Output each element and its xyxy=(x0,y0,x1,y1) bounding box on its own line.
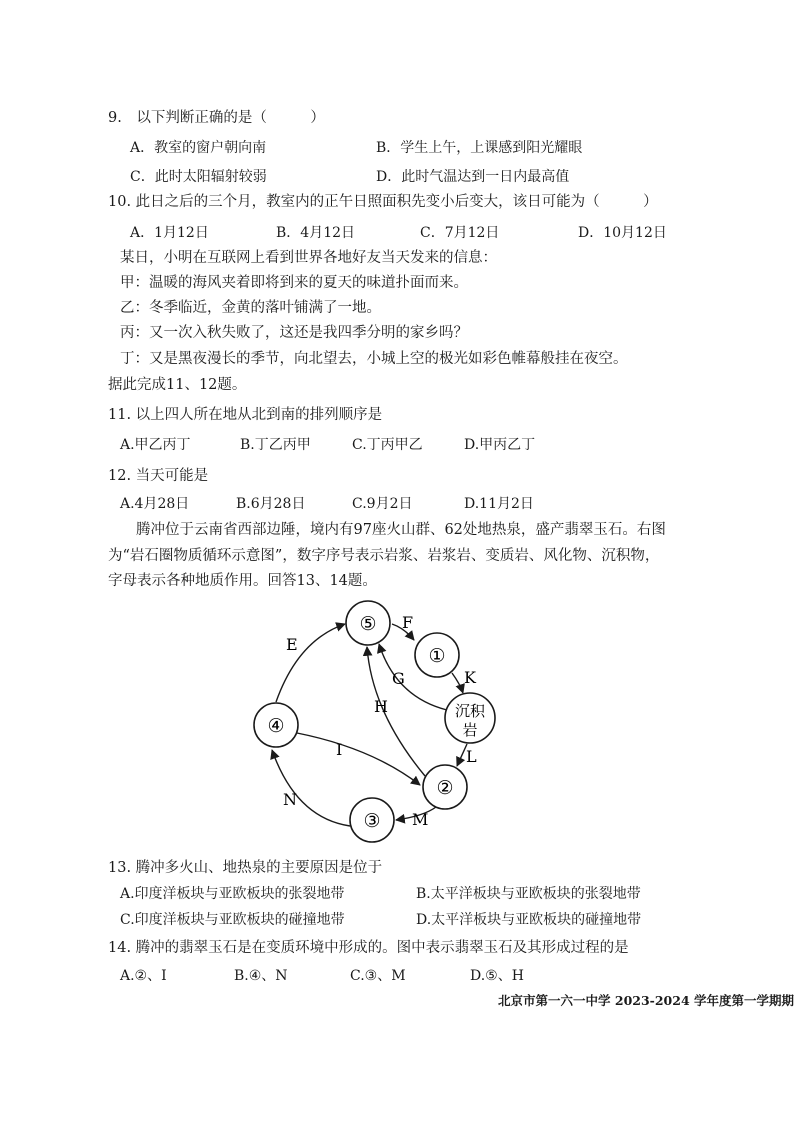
q13-option-d: D.太平洋板块与亚欧板块的碰撞地带 xyxy=(416,912,642,928)
q9-option-b: B．学生上午，上课感到阳光耀眼 xyxy=(376,140,583,156)
q11-option-a: A.甲乙丙丁 xyxy=(120,437,191,453)
passage2-line3: 字母表示各种地质作用。回答13、14题。 xyxy=(108,573,377,589)
q10-option-a: A．1月12日 xyxy=(130,225,209,241)
arrow-N xyxy=(272,750,350,826)
q10-option-d: D．10月12日 xyxy=(578,225,667,241)
q14-stem: 14. 腾冲的翡翠玉石是在变质环境中形成的。图中表示翡翠玉石及其形成过程的是 xyxy=(108,940,629,956)
q11-option-c: C.丁丙甲乙 xyxy=(352,437,423,453)
q13-stem: 13. 腾冲多火山、地热泉的主要原因是位于 xyxy=(108,860,383,876)
label-I: I xyxy=(336,740,343,759)
q13-option-c: C.印度洋板块与亚欧板块的碰撞地带 xyxy=(120,912,345,928)
q11-option-b: B.丁乙丙甲 xyxy=(240,437,311,453)
q10-option-b: B．4月12日 xyxy=(276,225,356,241)
q14-option-b: B.④、N xyxy=(234,968,288,984)
q9-stem: 9. 以下判断正确的是（ ） xyxy=(108,110,325,126)
q14-option-a: A.②、I xyxy=(120,968,167,984)
q9-option-d: D．此时气温达到一日内最高值 xyxy=(376,169,570,185)
label-N: N xyxy=(283,790,297,809)
passage2-line1: 腾冲位于云南省西部边陲，境内有97座火山群、62处地热泉，盛产翡翠玉石。右图 xyxy=(136,522,666,538)
q12-option-d: D.11月2日 xyxy=(464,496,534,512)
svg-text:③: ③ xyxy=(363,810,381,832)
passage1-bing: 丙：又一次入秋失败了，这还是我四季分明的家乡吗？ xyxy=(120,325,468,341)
svg-text:④: ④ xyxy=(267,715,285,737)
arrow-K xyxy=(452,673,463,693)
node-3 xyxy=(350,798,394,842)
node-1 xyxy=(415,633,459,677)
q14-option-c: C.③、M xyxy=(350,968,406,984)
svg-text:岩: 岩 xyxy=(462,721,478,739)
q10-option-c: C．7月12日 xyxy=(420,225,500,241)
passage1-ding: 丁：又是黑夜漫长的季节，向北望去，小城上空的极光如彩色帷幕般挂在夜空。 xyxy=(120,351,628,367)
label-K: K xyxy=(464,668,476,687)
node-2 xyxy=(423,765,467,809)
q12-stem: 12. 当天可能是 xyxy=(108,468,209,484)
q13-option-a: A.印度洋板块与亚欧板块的张裂地带 xyxy=(120,886,345,902)
node-5 xyxy=(346,601,390,645)
passage1-yi: 乙：冬季临近，金黄的落叶铺满了一地。 xyxy=(120,300,381,316)
q14-option-d: D.⑤、H xyxy=(470,968,524,984)
svg-text:①: ① xyxy=(428,645,446,667)
label-H: H xyxy=(374,697,388,716)
q12-option-c: C.9月2日 xyxy=(352,496,413,512)
q10-stem: 10. 此日之后的三个月，教室内的正午日照面积先变小后变大，该日可能为（ ） xyxy=(108,194,658,210)
passage1-intro: 某日，小明在互联网上看到世界各地好友当天发来的信息： xyxy=(120,250,497,266)
page-footer: 北京市第一六一中学 2023-2024 学年度第一学期期 xyxy=(498,993,794,1008)
arrow-I xyxy=(297,733,420,785)
node-4 xyxy=(254,703,298,747)
label-E: E xyxy=(286,635,298,654)
passage1-jia: 甲：温暖的海风夹着即将到来的夏天的味道扑面而来。 xyxy=(120,275,468,291)
q11-option-d: D.甲丙乙丁 xyxy=(464,437,536,453)
label-M: M xyxy=(412,810,429,829)
label-L: L xyxy=(466,747,477,766)
q9-option-c: C．此时太阳辐射较弱 xyxy=(130,169,267,185)
svg-text:⑤: ⑤ xyxy=(359,613,377,635)
q13-option-b: B.太平洋板块与亚欧板块的张裂地带 xyxy=(416,886,641,902)
passage2-line2: 为“岩石圈物质循环示意图”，数字序号表示岩浆、岩浆岩、变质岩、风化物、沉积物， xyxy=(108,548,660,564)
label-G: G xyxy=(392,669,405,688)
q9-option-a: A．教室的窗户朝向南 xyxy=(130,140,267,156)
svg-text:②: ② xyxy=(436,777,454,799)
label-F: F xyxy=(402,613,414,632)
q11-stem: 11. 以上四人所在地从北到南的排列顺序是 xyxy=(108,407,383,423)
q12-option-a: A.4月28日 xyxy=(120,496,190,512)
node-sedimentary-rock xyxy=(445,693,495,743)
passage1-tail: 据此完成11、12题。 xyxy=(108,377,247,393)
q12-option-b: B.6月28日 xyxy=(236,496,306,512)
svg-text:沉积: 沉积 xyxy=(454,702,486,720)
